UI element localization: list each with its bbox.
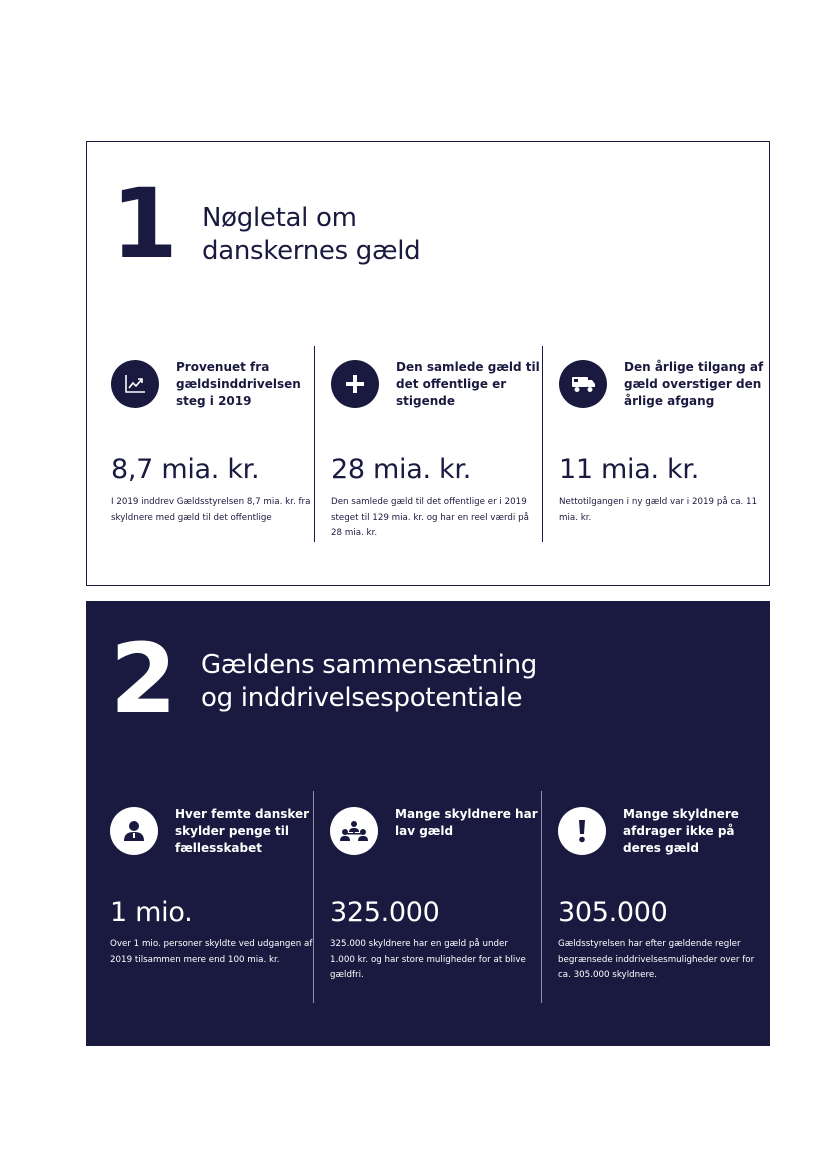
group-icon xyxy=(330,807,378,855)
stat-label: Mange skyldnere har lav gæld xyxy=(395,807,538,838)
plus-icon xyxy=(331,360,379,408)
section-title-line-2: og inddrivelsespotentiale xyxy=(201,683,523,713)
trend-chart-icon xyxy=(111,360,159,408)
exclamation-icon xyxy=(558,807,606,855)
section-title-line-1: Nøgletal om xyxy=(202,203,357,233)
section-debt-composition xyxy=(86,601,770,1046)
stat-description: Over 1 mio. personer skyldte ved udgangen af 2019 tilsammen mere end 100 mia. kr. xyxy=(110,939,313,965)
stat-value: 11 mia. kr. xyxy=(559,454,699,485)
stat-description: Gældsstyrelsen har efter gældende regler begrænsede inddrivelsesmuligheder over for ca. 305.000 skyldnere. xyxy=(558,939,755,980)
stat-label: Provenuet fra gældsinddrivelsen steg i 2019 xyxy=(176,360,301,408)
stat-description: 325.000 skyldnere har en gæld på under 1.000 kr. og har store muligheder for at blive gældfri. xyxy=(330,939,526,980)
stat-value: 28 mia. kr. xyxy=(331,454,471,485)
stat-label: Den årlige tilgang af gæld overstiger den årlige afgang xyxy=(624,360,764,408)
stat-description: I 2019 inddrev Gældsstyrelsen 8,7 mia. kr. fra skyldnere med gæld til det offentlige xyxy=(111,497,311,523)
stat-label: Hver femte dansker skylder penge til fællesskabet xyxy=(175,807,310,855)
stat-value: 1 mio. xyxy=(110,897,193,928)
section-title xyxy=(201,649,537,715)
truck-icon xyxy=(559,360,607,408)
section-title xyxy=(202,202,420,268)
section-number: 2 xyxy=(110,623,173,735)
stat-value: 305.000 xyxy=(558,897,668,928)
section-title-line-2: danskernes gæld xyxy=(202,236,421,266)
section-key-figures xyxy=(86,141,770,586)
stat-description: Nettotilgangen i ny gæld var i 2019 på ca. 11 mia. kr. xyxy=(559,497,758,523)
person-icon xyxy=(110,807,158,855)
stat-description: Den samlede gæld til det offentlige er i 2019 steget til 129 mia. kr. og har en reel værdi på 28 mia. kr. xyxy=(331,497,529,538)
stat-label: Mange skyldnere afdrager ikke på deres gæld xyxy=(623,807,739,855)
stat-value: 325.000 xyxy=(330,897,440,928)
section-title-line-1: Gældens sammensætning xyxy=(201,650,537,680)
stat-value: 8,7 mia. kr. xyxy=(111,454,260,485)
section-number: 1 xyxy=(111,168,174,280)
stat-label: Den samlede gæld til det offentlige er stigende xyxy=(396,360,540,408)
